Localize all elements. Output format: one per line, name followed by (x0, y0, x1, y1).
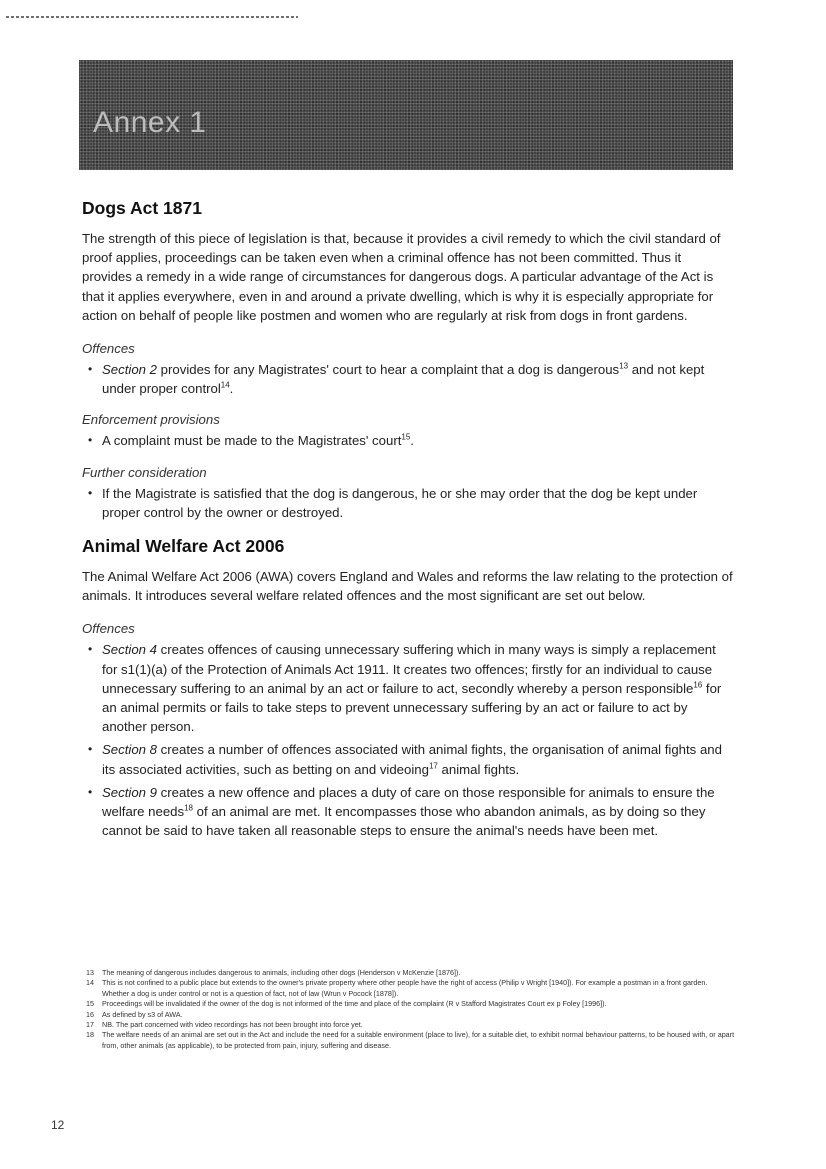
dogs-act-enforcement-list (82, 431, 734, 450)
list-item: • If the Magistrate is satisfied that the dog is dangerous, he or she may order that the dog be kept under proper control by the owner or destroyed. (102, 484, 734, 522)
list-item: • Section 4 creates offences of causing unnecessary suffering which in many ways is simply a replacement for s1(1)(a) of the Protection of Animals Act 1911. It creates two offences; firstly for an individual to cause unnecessary suffering to an animal by an act or failure to act, secondly whereby a person responsible$^{16}$ for an animal permits or fails to take steps to prevent unnecessary suffering by an act or failure to act by another person. (102, 640, 734, 736)
footnote: 15 Proceedings will be invalidated if the owner of the dog is not informed of the time and place of the complaint (R v Stafford Magistrates Court ex p Foley [1996]). (86, 999, 607, 1009)
footnotes (86, 968, 736, 1051)
list-item: • A complaint must be made to the Magistrates' court$^{15}$. (102, 431, 734, 450)
dogs-act-offences-list (82, 360, 734, 398)
dogs-act-intro: The strength of this piece of legislation is that, because it provides a civil remedy to which the civil standard of proof applies, proceedings can be taken even when a criminal offence has not been committed. Thus it provides a remedy in a wide range of circumstances for dangerous dogs. A particular advantage of the Act is that it applies everywhere, even in and around a private dwelling, which is why it is especially appropriate for action on behalf of people like postmen and women who are regularly at risk from dogs in front gardens. (82, 231, 721, 323)
page-number: 12 (51, 1118, 65, 1132)
dogs-act-further-list (82, 484, 734, 522)
list-item: • Section 2 provides for any Magistrates' court to hear a complaint that a dog is dangerous$^{13}$ and not kept under proper control$^{14}$. (102, 360, 734, 398)
awa-intro: The Animal Welfare Act 2006 (AWA) covers England and Wales and reforms the law relating to the protection of animals. It introduces several welfare related offences and the most significant are set out below. (82, 569, 733, 604)
scan-artifact-line (6, 16, 298, 18)
annex-banner (79, 60, 733, 170)
footnote: 16 As defined by s3 of AWA. (86, 1009, 183, 1019)
section-heading-animal-welfare-act: Animal Welfare Act 2006 (82, 536, 285, 557)
section-heading-dogs-act: Dogs Act 1871 (82, 198, 202, 218)
document-body (82, 198, 734, 852)
list-item: • Section 9 creates a new offence and places a duty of care on those responsible for animals to ensure the welfare needs$^{18}$ of an animal are met. It encompasses those who abandon animals, as by doing so they cannot be said to have taken all reasonable steps to ensure the animal's needs have been met. (102, 783, 734, 841)
subheading-offences: Offences (82, 341, 135, 357)
subheading-offences: Offences (82, 621, 135, 637)
awa-offences-list (82, 640, 734, 840)
annex-title: Annex 1 (93, 106, 207, 139)
subheading-enforcement: Enforcement provisions (82, 412, 220, 428)
list-item: • Section 8 creates a number of offences associated with animal fights, the organisation of animal fights and its associated activities, such as betting on and videoing$^{17}$ animal fights. (102, 740, 734, 778)
subheading-further: Further consideration (82, 464, 207, 480)
footnote: 13 The meaning of dangerous includes dangerous to animals, including other dogs (Henderson v McKenzie [1876]). (86, 968, 461, 977)
footnote: 17 NB. The part concerned with video recordings has not been brought into force yet. (86, 1020, 363, 1030)
footnote: 18 The welfare needs of an animal are set out in the Act and include the need for a suitable environment (place to live), for a suitable diet, to exhibit normal behaviour patterns, to be housed with, or apart from, other animals (as applicable), to be protected from pain, injury, suffering and disease. (86, 1030, 735, 1050)
footnote: 14 This is not confined to a public place but extends to the owner's private property where other people have the right of access (Philip v Wright [1940]). For example a postman in a front garden. Whether a dog is under control or not is a question of fact, not of law (Wrun v Pocock [1878]). (86, 978, 708, 998)
